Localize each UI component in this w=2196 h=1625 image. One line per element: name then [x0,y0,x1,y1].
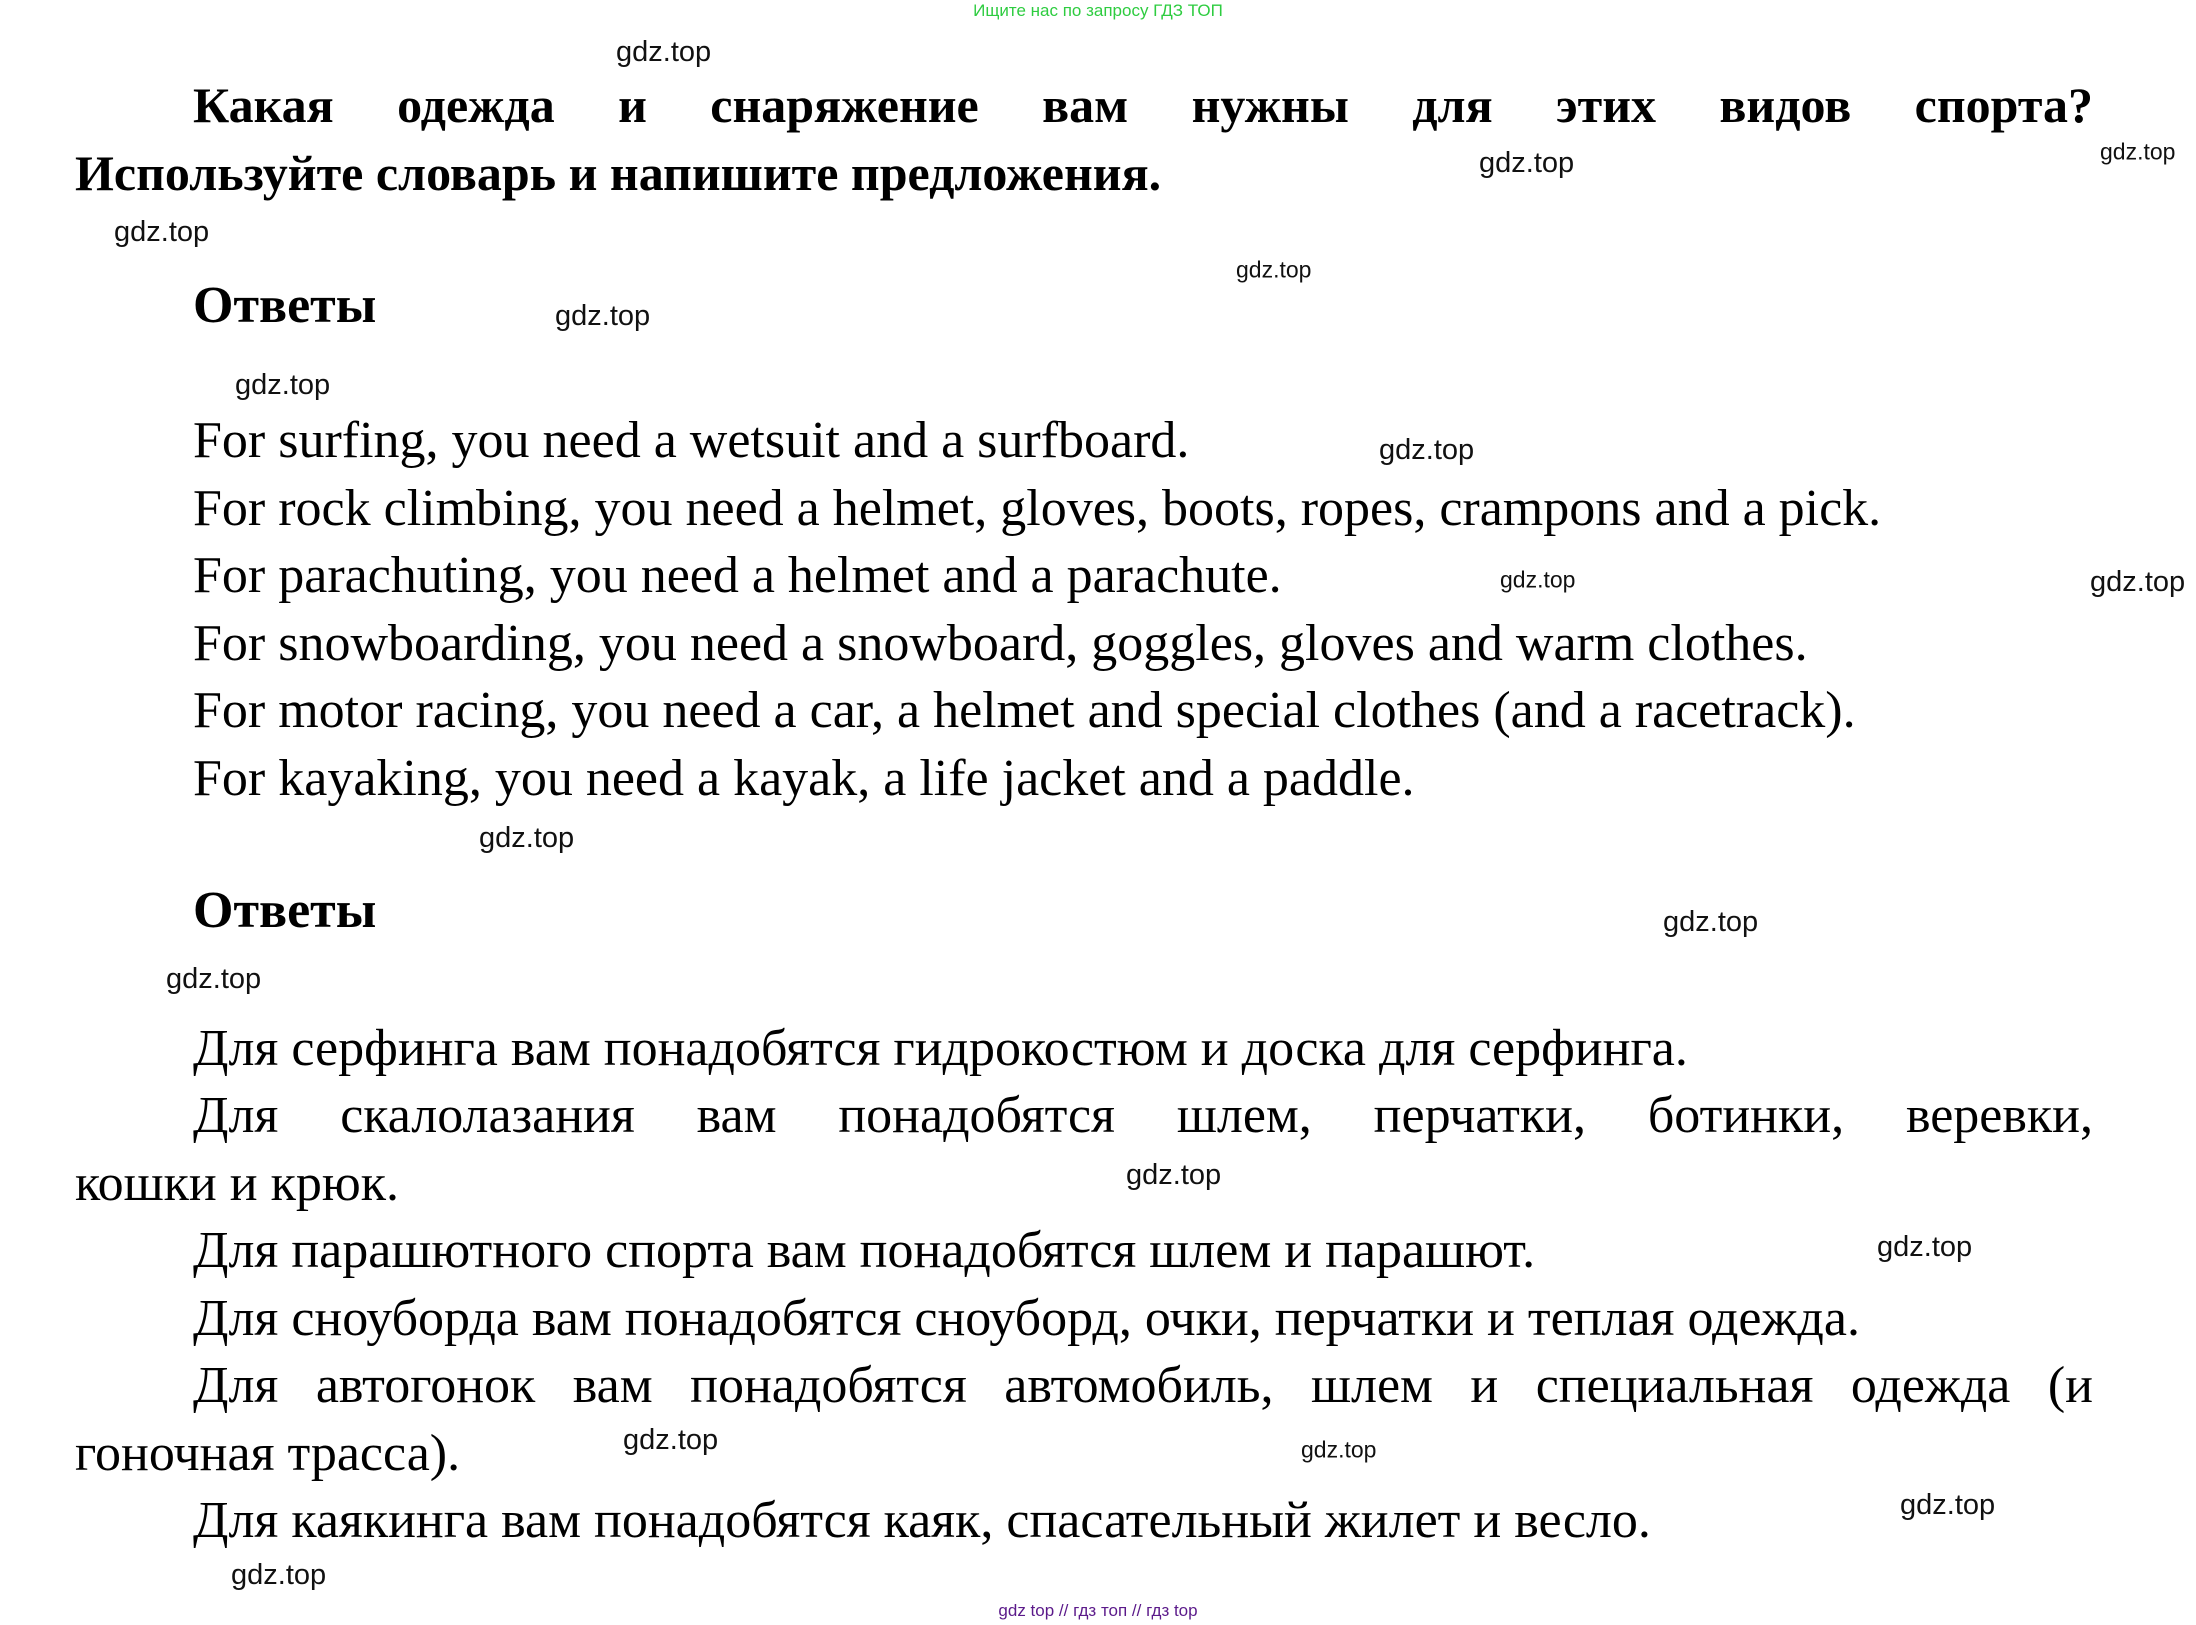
english-answer: For parachuting, you need a helmet and a parachute. [193,547,1282,604]
search-banner: Ищите нас по запросу ГДЗ ТОП [973,1,1223,20]
watermark: gdz.top [1126,1159,1222,1191]
watermark: gdz.top [166,963,262,995]
english-answer: For kayaking, you need a kayak, a life jacket and a paddle. [193,750,1415,807]
task-title-line-2: Используйте словарь и напишите предложения. [75,145,1162,201]
watermark: gdz.top [235,369,331,401]
answers-heading-russian: Ответы [193,882,377,939]
english-answer: For surfing, you need a wetsuit and a surfboard. [193,412,1190,469]
watermark: gdz.top [1663,906,1759,938]
russian-answer: Для серфинга вам понадобятся гидрокостюм и доска для серфинга. [193,1020,1688,1077]
watermark: gdz.top [479,822,575,854]
watermark: gdz.top [2090,566,2186,598]
footer-links: gdz top // гдз топ // гдз top [998,1601,1198,1620]
russian-answer: гоночная трасса). [75,1425,461,1482]
watermark: gdz.top [231,1559,327,1591]
russian-answer: Для скалолазания вам понадобятся шлем, перчатки, ботинки, веревки, [193,1087,2093,1144]
task-title-line-1: Какая одежда и снаряжение вам нужны для этих видов спорта? [193,77,2093,133]
russian-answer: кошки и крюк. [75,1155,399,1212]
watermark: gdz.top [616,36,712,68]
watermark: gdz.top [1479,147,1575,179]
watermark: gdz.top [555,300,651,332]
russian-answer: Для сноуборда вам понадобятся сноуборд, очки, перчатки и теплая одежда. [193,1290,1860,1347]
watermark: gdz.top [1301,1436,1377,1463]
watermark: gdz.top [1877,1231,1973,1263]
russian-answer: Для парашютного спорта вам понадобятся шлем и парашют. [193,1222,1536,1279]
watermark: gdz.top [1379,434,1475,466]
watermark: gdz.top [114,216,210,248]
english-answer: For motor racing, you need a car, a helmet and special clothes (and a racetrack). [193,682,1856,739]
watermark: gdz.top [2100,138,2176,165]
watermark: gdz.top [1900,1489,1996,1521]
watermark: gdz.top [1236,256,1312,283]
watermark: gdz.top [1500,566,1576,593]
english-answer: For rock climbing, you need a helmet, gloves, boots, ropes, crampons and a pick. [193,480,1882,537]
english-answer: For snowboarding, you need a snowboard, goggles, gloves and warm clothes. [193,615,1808,672]
watermark: gdz.top [623,1424,719,1456]
answers-heading-english: Ответы [193,277,377,334]
russian-answer: Для автогонок вам понадобятся автомобиль, шлем и специальная одежда (и [193,1357,2093,1414]
russian-answer: Для каякинга вам понадобятся каяк, спасательный жилет и весло. [193,1492,1651,1549]
